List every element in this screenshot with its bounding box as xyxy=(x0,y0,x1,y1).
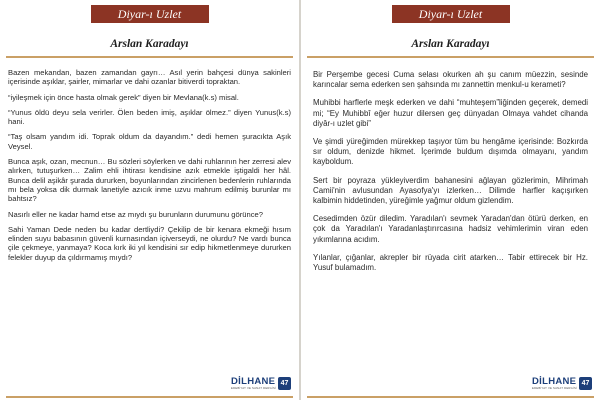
logo-word: DİLHANE xyxy=(532,376,577,387)
top-divider xyxy=(307,56,594,58)
magazine-logo xyxy=(532,377,592,390)
bottom-divider xyxy=(6,396,293,398)
left-page xyxy=(0,0,299,400)
paragraph: Sahi Yaman Dede neden bu kadar dertliydi? Çekilip de bir kenara ekmeği hısım elinden suyu babasının güvenli kurnasından içiverseydi, ne olurdu? Ne vardı bunca çile çekmeye, yanmaya? Koca kırk iki yıl kendisini sır edip hikmetlenmeye dururken felekler duyup da çıldırmamış mıydı? xyxy=(8,224,291,262)
logo-subtitle: EDEBİYAT VE SANAT DERGİSİ xyxy=(231,386,276,390)
logo-text xyxy=(231,377,276,390)
article-body xyxy=(8,68,291,268)
paragraph: Yılanlar, çığanlar, akrepler bir rüyada cirit atarken… Tabir ettirecek bir Hz. Yusuf bulamadım. xyxy=(313,252,588,273)
paragraph: Bazen mekandan, bazen zamandan gayrı… Asıl yerin bahçesi dünya sakinleri içerisinde aşıklar, şairler, mimarlar ve dahi ozanlar bitiverdi topraktan. xyxy=(8,68,291,87)
right-page xyxy=(301,0,600,400)
logo-word: DİLHANE xyxy=(231,376,276,387)
magazine-logo xyxy=(231,377,291,390)
page-number: 47 xyxy=(278,377,291,390)
article-body xyxy=(313,70,588,281)
paragraph: Bunca aşık, ozan, mecnun… Bu sözleri söylerken ve dahi ruhlarının her zerresi alev alırken, tutuşurken… Zalim ehli ihtirası kendisine azık etmekle iştigaldi her hâl. Bunca delil aşikâr şurada dururken, boyunlarından zincirlenen bedenlerin ruhlarında mı bela yoksa dik durmak lanetiyle azıcık inme uzvu mahrum edilmiş burunlar mı bahtsız? xyxy=(8,157,291,204)
paragraph: Bir Perşembe gecesi Cuma selası okurken ah şu canım müezzin, sesinde karıncalar sema ederken sen şahsında mı zannettin menkul-u kerameti? xyxy=(313,70,588,90)
logo-text xyxy=(532,377,577,390)
bottom-divider xyxy=(307,396,594,398)
paragraph: “iyileşmek için önce hasta olmak gerek” diyen bir Mevlana(k.s) misal. xyxy=(8,92,239,102)
logo-subtitle: EDEBİYAT VE SANAT DERGİSİ xyxy=(532,386,577,390)
paragraph: “Taş olsam yandım idi. Toprak oldum da dayandım.” dedi hemen şuracıkta Aşık Veysel. xyxy=(8,132,291,151)
paragraph: Muhibbi harflerle meşk ederken ve dahi “muhteşem”liğinden geçerek, demedi mi; “Ey Muhibbî eğer huzur dilersen geç dünyadan Olmaya vahdet cihanda diyâr-ı uzlet gibi” xyxy=(313,98,588,128)
paragraph: Ve şimdi yüreğimden mürekkep taşıyor tüm bu hengâme içerisinde: Bozkırda sır oldum, denizde hikmet. İçerimde buldum dışımda olmayanı, yandım kayboldum. xyxy=(313,137,588,167)
paragraph: “Yunus öldü deyu sela verirler. Ölen beden imiş, aşıklar ölmez.” diyen Yunus(k.s) hani. xyxy=(8,107,291,127)
page-number: 47 xyxy=(579,377,592,390)
top-divider xyxy=(6,56,293,58)
section-tag: Diyar-ı Uzlet xyxy=(392,5,510,23)
author-name: Arslan Karadayı xyxy=(110,38,189,50)
author-name: Arslan Karadayı xyxy=(411,38,490,50)
paragraph: Cesedimden özür diledim. Yaradılan'ı sevmek Yaradan'dan ötürü derken, en çok da Yaradılan'ı Yaradanlaştırırcasına hadsiz vehimlerimin viran eden yıkımlarına acıdım. xyxy=(313,214,588,244)
paragraph: Sert bir poyraza yükleyiverdim bahanesini ağlayan gözlerimin, Mihrimah Camii'nin avlusundan Ayasofya'yı izlerken… Dilimde harfler kaçışırken kalbimin hiddetinden, yüreğimle yağmur oldum gizlendim. xyxy=(313,175,588,206)
section-tag: Diyar-ı Uzlet xyxy=(91,5,209,23)
paragraph: Nasırlı eller ne kadar hamd etse az mıydı şu burunların durumunu görünce? xyxy=(8,209,263,219)
